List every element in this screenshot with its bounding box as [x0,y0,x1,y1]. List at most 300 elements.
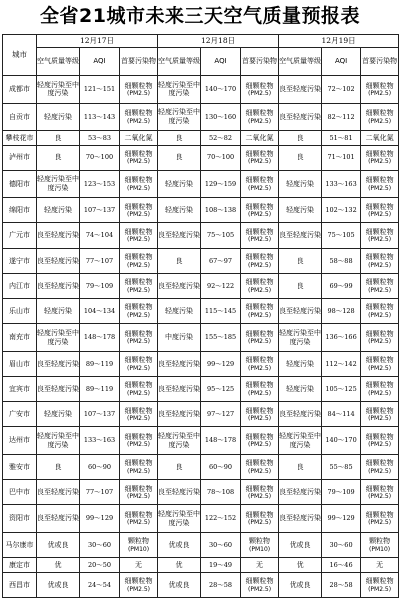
city-name: 资阳市 [3,505,37,533]
pollutant-code: (PM2.5) [368,184,392,192]
primary-pollutant [361,454,399,479]
header-row-dates [3,35,399,48]
primary-pollutant [361,532,399,557]
aqi-range: 112～142 [322,351,361,376]
pollutant-name: 细颗粒物 [124,278,153,287]
pollutant-code: (PM2.5) [368,364,392,372]
pollutant-code: (PM2.5) [368,467,392,475]
aqi-range: 60～90 [80,454,120,479]
pollutant-name: 细颗粒物 [245,510,274,519]
air-quality-grade: 良至轻度污染 [37,377,80,402]
primary-pollutant [120,198,158,223]
air-quality-grade: 轻度污染至中度污染 [37,170,80,198]
pollutant-name: 二氧化氮 [365,133,394,142]
primary-pollutant [120,454,158,479]
air-quality-grade: 优 [279,558,322,573]
aqi-range: 115～145 [201,299,241,324]
aqi-range: 99～129 [201,351,241,376]
primary-pollutant [241,198,279,223]
aqi-range: 121～151 [80,76,120,104]
air-quality-grade: 良至轻度污染 [37,505,80,533]
pollutant-name: 细颗粒物 [365,432,394,441]
primary-pollutant [120,377,158,402]
pollutant-code: (PM2.5) [368,236,392,244]
air-quality-grade: 轻度污染至中度污染 [279,324,322,352]
primary-pollutant [241,76,279,104]
pollutant-code: (PM2.5) [368,441,392,449]
pollutant-name: 细颗粒物 [124,459,153,468]
header-grade: 空气质量等级 [37,48,80,76]
primary-pollutant [241,532,279,557]
aqi-range: 140～170 [322,427,361,455]
aqi-range: 67～97 [201,248,241,273]
pollutant-code: (PM2.5) [248,493,272,501]
table-row [3,223,399,248]
pollutant-code: (PM2.5) [368,415,392,423]
air-quality-grade: 轻度污染 [37,402,80,427]
pollutant-name: 二氧化氮 [124,133,153,142]
table-row [3,273,399,298]
pollutant-name: 细颗粒物 [245,381,274,390]
pollutant-code: (PM10) [369,545,391,553]
pollutant-code: (PM2.5) [127,415,151,423]
aqi-range: 99～129 [322,505,361,533]
pollutant-name: 细颗粒物 [365,278,394,287]
aqi-range: 79～109 [322,480,361,505]
primary-pollutant [120,223,158,248]
pollutant-code: (PM2.5) [127,493,151,501]
aqi-range: 136～166 [322,324,361,352]
air-quality-grade: 良至轻度污染 [37,273,80,298]
aqi-range: 30～60 [80,532,120,557]
city-name: 自贡市 [3,103,37,131]
primary-pollutant [241,103,279,131]
pollutant-name: 细颗粒物 [245,356,274,365]
pollutant-name: 细颗粒物 [365,484,394,493]
pollutant-name: 细颗粒物 [124,329,153,338]
aqi-range: 79～109 [80,273,120,298]
pollutant-name: 颗粒物 [369,537,391,546]
aqi-range: 95～125 [201,377,241,402]
pollutant-code: (PM2.5) [127,467,151,475]
pollutant-code: (PM2.5) [248,311,272,319]
primary-pollutant [361,170,399,198]
pollutant-name: 细颗粒物 [245,149,274,158]
header-date-1: 12月17日 [37,35,158,48]
city-name: 内江市 [3,273,37,298]
header-grade: 空气质量等级 [279,48,322,76]
city-name: 雅安市 [3,454,37,479]
pollutant-code: (PM2.5) [248,585,272,593]
air-quality-grade: 轻度污染 [279,377,322,402]
pollutant-name: 细颗粒物 [124,227,153,236]
pollutant-code: (PM2.5) [248,158,272,166]
air-quality-grade: 轻度污染 [158,299,201,324]
pollutant-code: (PM2.5) [368,311,392,319]
table-row [3,572,399,597]
air-quality-grade: 良 [279,454,322,479]
pollutant-name: 细颗粒物 [245,484,274,493]
aqi-range: 28～58 [201,572,241,597]
header-aqi: AQI [322,48,361,76]
air-quality-grade: 良至轻度污染 [279,223,322,248]
city-name: 马尔康市 [3,532,37,557]
pollutant-code: (PM2.5) [127,211,151,219]
air-quality-grade: 良 [37,454,80,479]
aqi-range: 30～60 [322,532,361,557]
table-row [3,248,399,273]
forecast-table [2,34,399,598]
air-quality-grade: 良 [279,131,322,146]
air-quality-grade: 优 [37,558,80,573]
air-quality-grade: 良至轻度污染 [37,223,80,248]
air-quality-grade: 优或良 [37,572,80,597]
air-quality-grade: 良至轻度污染 [279,480,322,505]
air-quality-grade: 良至轻度污染 [37,351,80,376]
primary-pollutant [361,480,399,505]
aqi-range: 20～50 [80,558,120,573]
primary-pollutant [241,145,279,170]
aqi-range: 104～134 [80,299,120,324]
table-row [3,427,399,455]
pollutant-code: (PM2.5) [248,184,272,192]
pollutant-name: 细颗粒物 [365,176,394,185]
pollutant-name: 细颗粒物 [365,81,394,90]
aqi-range: 75～105 [322,223,361,248]
aqi-range: 70～100 [201,145,241,170]
aqi-range: 105～125 [322,377,361,402]
primary-pollutant [361,572,399,597]
pollutant-code: (PM2.5) [127,364,151,372]
table-row [3,377,399,402]
air-quality-grade: 轻度污染至中度污染 [158,505,201,533]
air-quality-grade: 良至轻度污染 [279,402,322,427]
aqi-range: 113～143 [80,103,120,131]
pollutant-code: (PM2.5) [127,441,151,449]
aqi-range: 75～105 [201,223,241,248]
aqi-range: 102～132 [322,198,361,223]
aqi-range: 58～88 [322,248,361,273]
primary-pollutant [241,402,279,427]
primary-pollutant [120,324,158,352]
air-quality-grade: 良 [279,248,322,273]
aqi-range: 71～101 [322,145,361,170]
primary-pollutant [241,170,279,198]
aqi-range: 53～83 [80,131,120,146]
pollutant-code: (PM2.5) [248,389,272,397]
pollutant-name: 细颗粒物 [365,356,394,365]
primary-pollutant [241,299,279,324]
pollutant-code: (PM2.5) [127,311,151,319]
table-row [3,299,399,324]
table-row [3,532,399,557]
pollutant-name: 细颗粒物 [245,303,274,312]
aqi-range: 92～122 [201,273,241,298]
city-name: 康定市 [3,558,37,573]
pollutant-name: 颗粒物 [128,537,150,546]
primary-pollutant [120,532,158,557]
pollutant-name: 细颗粒物 [124,432,153,441]
primary-pollutant [241,572,279,597]
header-pollutant: 首要污染物 [241,48,279,76]
air-quality-grade: 轻度污染至中度污染 [158,76,201,104]
aqi-range: 16～46 [322,558,361,573]
pollutant-name: 细颗粒物 [124,406,153,415]
aqi-range: 82～112 [322,103,361,131]
city-name: 乐山市 [3,299,37,324]
primary-pollutant [361,131,399,146]
pollutant-code: (PM2.5) [368,389,392,397]
air-quality-grade: 良 [158,248,201,273]
pollutant-code: (PM2.5) [368,585,392,593]
air-quality-grade: 轻度污染 [37,299,80,324]
table-row [3,480,399,505]
pollutant-name: 细颗粒物 [245,278,274,287]
air-quality-grade: 轻度污染至中度污染 [279,427,322,455]
aqi-range: 60～90 [201,454,241,479]
pollutant-name: 细颗粒物 [245,253,274,262]
city-name: 达州市 [3,427,37,455]
city-name: 西昌市 [3,572,37,597]
primary-pollutant [120,572,158,597]
pollutant-name: 细颗粒物 [124,176,153,185]
air-quality-grade: 中度污染 [158,324,201,352]
air-quality-grade: 良 [37,145,80,170]
air-quality-grade: 轻度污染至中度污染 [158,103,201,131]
header-pollutant: 首要污染物 [361,48,399,76]
primary-pollutant [241,324,279,352]
primary-pollutant [361,198,399,223]
air-quality-grade: 良至轻度污染 [158,223,201,248]
aqi-range: 74～104 [80,223,120,248]
pollutant-code: (PM2.5) [368,286,392,294]
primary-pollutant [120,103,158,131]
pollutant-name: 细颗粒物 [245,109,274,117]
pollutant-code: (PM2.5) [127,286,151,294]
pollutant-name: 细颗粒物 [124,149,153,158]
pollutant-name: 细颗粒物 [365,202,394,211]
pollutant-code: (PM2.5) [248,236,272,244]
primary-pollutant [120,248,158,273]
air-quality-grade: 良至轻度污染 [158,402,201,427]
aqi-range: 99～129 [80,505,120,533]
pollutant-code: (PM2.5) [127,338,151,346]
air-quality-grade: 良 [158,131,201,146]
pollutant-code: (PM2.5) [368,211,392,219]
air-quality-grade: 轻度污染 [279,198,322,223]
aqi-range: 72～102 [322,76,361,104]
pollutant-name: 细颗粒物 [365,253,394,262]
aqi-range: 122～152 [201,505,241,533]
air-quality-grade: 良至轻度污染 [158,480,201,505]
pollutant-name: 细颗粒物 [365,303,394,312]
aqi-range: 133～163 [322,170,361,198]
primary-pollutant [120,76,158,104]
aqi-range: 97～127 [201,402,241,427]
aqi-range: 77～107 [80,248,120,273]
air-quality-grade: 轻度污染 [279,170,322,198]
air-quality-grade: 优 [158,558,201,573]
pollutant-code: (PM2.5) [368,261,392,269]
pollutant-name: 颗粒物 [249,537,271,546]
pollutant-name: 细颗粒物 [124,381,153,390]
aqi-range: 69～99 [322,273,361,298]
primary-pollutant [361,103,399,131]
primary-pollutant [120,505,158,533]
table-row [3,505,399,533]
city-name: 攀枝花市 [3,131,37,146]
air-quality-grade: 良至轻度污染 [279,103,322,131]
aqi-range: 78～108 [201,480,241,505]
primary-pollutant [241,505,279,533]
primary-pollutant [361,558,399,573]
air-quality-grade: 轻度污染至中度污染 [158,427,201,455]
air-quality-grade: 轻度污染 [279,351,322,376]
pollutant-name: 细颗粒物 [124,510,153,519]
table-row [3,324,399,352]
aqi-range: 19～49 [201,558,241,573]
primary-pollutant [120,480,158,505]
primary-pollutant [241,427,279,455]
air-quality-grade: 优或良 [37,532,80,557]
pollutant-name: 细颗粒物 [245,176,274,185]
pollutant-code: (PM2.5) [127,585,151,593]
header-aqi: AQI [80,48,120,76]
pollutant-code: (PM2.5) [368,519,392,527]
pollutant-name: 细颗粒物 [124,484,153,493]
primary-pollutant [241,273,279,298]
aqi-range: 89～119 [80,351,120,376]
table-row [3,402,399,427]
primary-pollutant [120,558,158,573]
pollutant-name: 细颗粒物 [365,227,394,236]
primary-pollutant [361,402,399,427]
air-quality-grade: 良 [279,273,322,298]
pollutant-name: 细颗粒物 [365,381,394,390]
primary-pollutant [120,273,158,298]
primary-pollutant [361,351,399,376]
pollutant-code: (PM2.5) [368,90,392,97]
city-name: 宜宾市 [3,377,37,402]
pollutant-code: (PM2.5) [368,493,392,501]
table-row [3,131,399,146]
primary-pollutant [120,299,158,324]
air-quality-grade: 轻度污染 [37,103,80,131]
pollutant-name: 无 [135,560,143,569]
primary-pollutant [361,427,399,455]
pollutant-name: 细颗粒物 [365,510,394,519]
pollutant-name: 细颗粒物 [245,577,274,586]
city-name: 巴中市 [3,480,37,505]
pollutant-code: (PM2.5) [127,236,151,244]
primary-pollutant [120,351,158,376]
aqi-range: 70～100 [80,145,120,170]
primary-pollutant [361,273,399,298]
pollutant-name: 细颗粒物 [245,406,274,415]
primary-pollutant [241,454,279,479]
header-pollutant: 首要污染物 [120,48,158,76]
primary-pollutant [361,299,399,324]
pollutant-code: (PM2.5) [368,117,392,125]
primary-pollutant [361,145,399,170]
primary-pollutant [241,351,279,376]
header-row-fields [3,48,399,76]
header-city: 城市 [3,35,37,76]
aqi-range: 140～170 [201,76,241,104]
aqi-range: 123～153 [80,170,120,198]
air-quality-grade: 良至轻度污染 [158,273,201,298]
pollutant-code: (PM10) [127,545,150,553]
pollutant-code: (PM2.5) [248,467,272,475]
primary-pollutant [361,76,399,104]
pollutant-name: 细颗粒物 [124,253,153,262]
air-quality-grade: 良 [158,145,201,170]
table-row [3,145,399,170]
pollutant-code: (PM2.5) [368,158,392,166]
table-row [3,454,399,479]
aqi-range: 98～128 [322,299,361,324]
header-grade: 空气质量等级 [158,48,201,76]
primary-pollutant [361,505,399,533]
air-quality-grade: 优或良 [279,532,322,557]
city-name: 成都市 [3,76,37,104]
pollutant-name: 细颗粒物 [245,329,274,338]
city-name: 眉山市 [3,351,37,376]
primary-pollutant [241,223,279,248]
pollutant-name: 细颗粒物 [124,202,153,211]
city-name: 遂宁市 [3,248,37,273]
air-quality-grade: 良 [279,145,322,170]
air-quality-grade: 良至轻度污染 [158,351,201,376]
primary-pollutant [241,558,279,573]
pollutant-code: (PM2.5) [248,364,272,372]
primary-pollutant [361,324,399,352]
pollutant-code: (PM2.5) [127,158,151,166]
aqi-range: 108～138 [201,198,241,223]
city-name: 广安市 [3,402,37,427]
pollutant-code: (PM2.5) [127,184,151,192]
primary-pollutant [120,131,158,146]
pollutant-name: 细颗粒物 [365,109,394,117]
table-row [3,103,399,131]
pollutant-name: 细颗粒物 [365,459,394,468]
air-quality-grade: 轻度污染 [158,170,201,198]
pollutant-code: (PM2.5) [248,415,272,423]
aqi-range: 84～114 [322,402,361,427]
aqi-range: 51～81 [322,131,361,146]
pollutant-name: 细颗粒物 [124,577,153,586]
aqi-range: 30～60 [201,532,241,557]
air-quality-grade: 良至轻度污染 [279,76,322,104]
pollutant-name: 细颗粒物 [245,202,274,211]
pollutant-code: (PM2.5) [248,519,272,527]
pollutant-code: (PM2.5) [368,338,392,346]
header-date-2: 12月18日 [158,35,279,48]
pollutant-name: 无 [376,560,384,569]
aqi-range: 129～159 [201,170,241,198]
primary-pollutant [241,248,279,273]
pollutant-code: (PM2.5) [248,211,272,219]
aqi-range: 155～185 [201,324,241,352]
primary-pollutant [120,170,158,198]
air-quality-grade: 良至轻度污染 [279,299,322,324]
aqi-range: 133～163 [80,427,120,455]
pollutant-code: (PM2.5) [127,117,151,125]
pollutant-name: 二氧化氮 [245,133,274,142]
header-date-3: 12月19日 [279,35,399,48]
pollutant-code: (PM2.5) [127,389,151,397]
aqi-range: 130～160 [201,103,241,131]
